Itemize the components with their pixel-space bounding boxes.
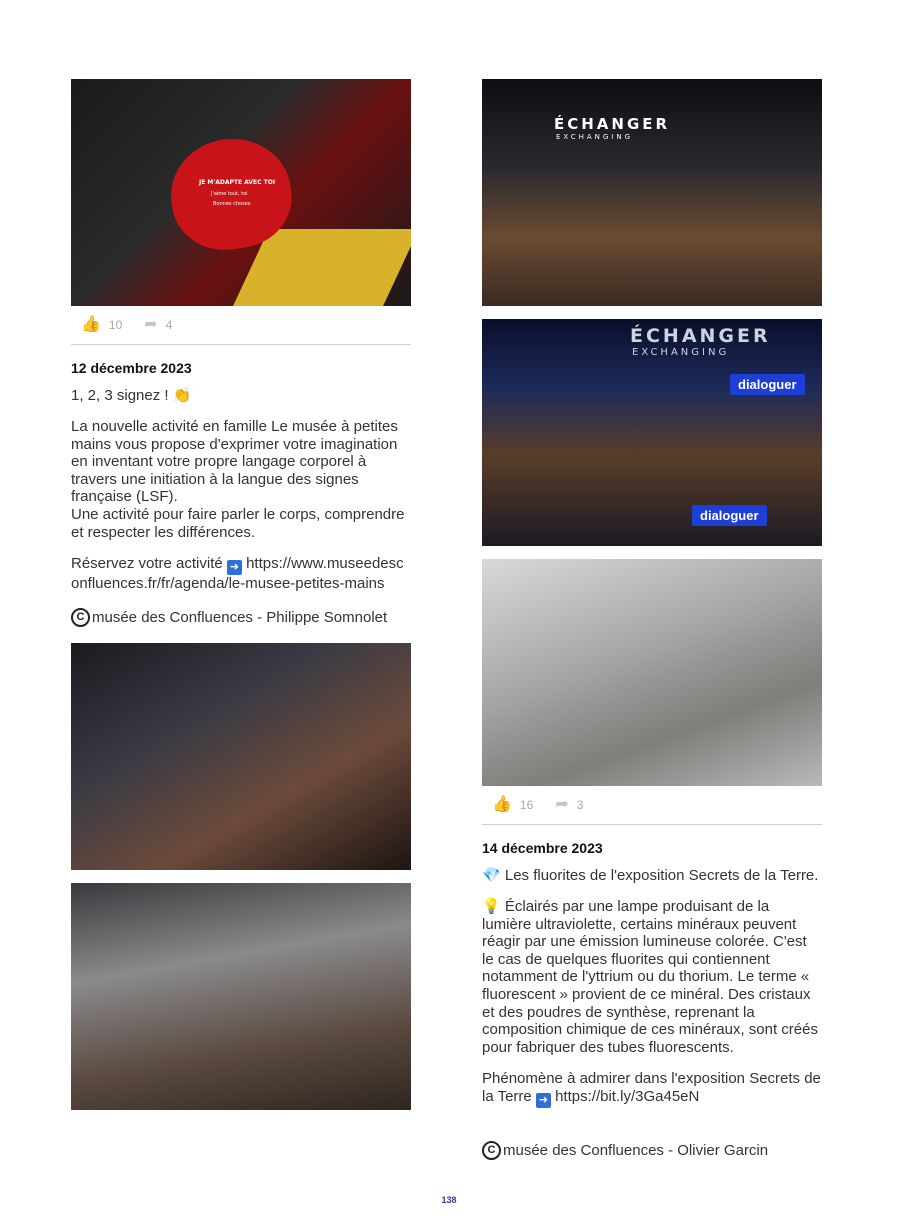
photo-credit: C musée des Confluences - Olivier Garcin [482,1141,822,1160]
exhibit-sign-sub: EXCHANGING [556,133,634,141]
post-paragraph-1: La nouvelle activité en famille Le musée à petites mains vous propose d'exprimer votre imagination en inventant votre propre langage corporel à travers une initiation à la langue des signes française (LSF). [71,418,398,506]
left-column [71,79,411,1110]
right-arrow-emoji-icon: ➜ [227,560,242,575]
like-count[interactable]: 👍 10 [81,316,123,333]
workshop-photo-2 [71,883,411,1110]
post-title: 💎 Les fluorites de l'exposition Secrets de la Terre. [482,867,819,884]
exhibition-link[interactable]: https://bit.ly/3Ga45eN [555,1087,700,1105]
gem-emoji-icon: 💎 [482,867,501,884]
thumbs-up-icon[interactable]: 👍 [81,316,101,333]
exhibit-sign: ÉCHANGER [554,115,671,133]
post-body: 💡 Éclairés par une lampe produisant de la lumière ultraviolette, certains minéraux peuvent réagir par une émission lumineuse colorée. C'est le cas de quelques fluorites qui contiennent notamment de l'yttrium ou du thorium. Le terme « fluorescent » provient de ce minéral. Des cristaux et des poudres de synthèse, reprenant la composition chimique de ces minéraux, sont créés pour fabriquer des tubes fluorescents. [482,898,818,1056]
thumbs-up-icon[interactable]: 👍 [492,796,512,813]
booking-line: Réservez votre activité ➜ https://www.museedesconfluences.fr/fr/agenda/le-musee-petites-mains [71,555,404,593]
escalator-photo [482,559,822,786]
exhibit-sign: ÉCHANGER [630,325,771,347]
dialoguer-badge-2: dialoguer [692,505,767,526]
echanger-exhibit-photo-2 [482,319,822,546]
post-stats [71,306,411,345]
copyright-icon: C [71,608,90,627]
share-arrow-icon[interactable]: ➦ [555,796,569,813]
post-date: 12 décembre 2023 [71,360,192,376]
dialoguer-badge-1: dialoguer [730,374,805,395]
photo-credit: C musée des Confluences - Philippe Somnolet [71,608,411,627]
post-paragraph-2: Une activité pour faire parler le corps, comprendre et respecter les différences. [71,505,405,541]
share-arrow-icon[interactable]: ➦ [144,316,158,333]
like-count[interactable]: 👍 16 [492,796,534,813]
exhibit-sign-sub: EXCHANGING [632,347,730,358]
post-stats [482,786,822,825]
echanger-exhibit-photo-1 [482,79,822,306]
post-title: 1, 2, 3 signez ! 👏 [71,387,192,404]
heart-card-small2: Bonnes choses [213,201,251,207]
workshop-photo-1 [71,643,411,870]
heart-card-photo [71,79,411,306]
right-arrow-emoji-icon: ➜ [536,1093,551,1108]
right-column [482,79,822,1160]
heart-card-text: JE M'ADAPTE AVEC TOI [199,179,276,186]
waving-hands-emoji-icon: 👏 [172,387,192,404]
post-body [71,418,411,541]
exhibition-link-line: Phénomène à admirer dans l'exposition Secrets de la Terre ➜ https://bit.ly/3Ga45eN [482,1070,821,1106]
booking-link[interactable]: https://www.museedesconfluences.fr/fr/agenda/le-musee-petites-mains [71,555,404,593]
copyright-icon: C [482,1141,501,1160]
share-count[interactable]: ➦ 3 [555,796,584,813]
share-count[interactable]: ➦ 4 [144,316,173,333]
lightbulb-emoji-icon: 💡 [482,898,501,915]
post-date: 14 décembre 2023 [482,840,603,856]
page-number: 138 [441,1195,457,1205]
heart-card-small1: J'aime tout, toi [211,191,248,197]
